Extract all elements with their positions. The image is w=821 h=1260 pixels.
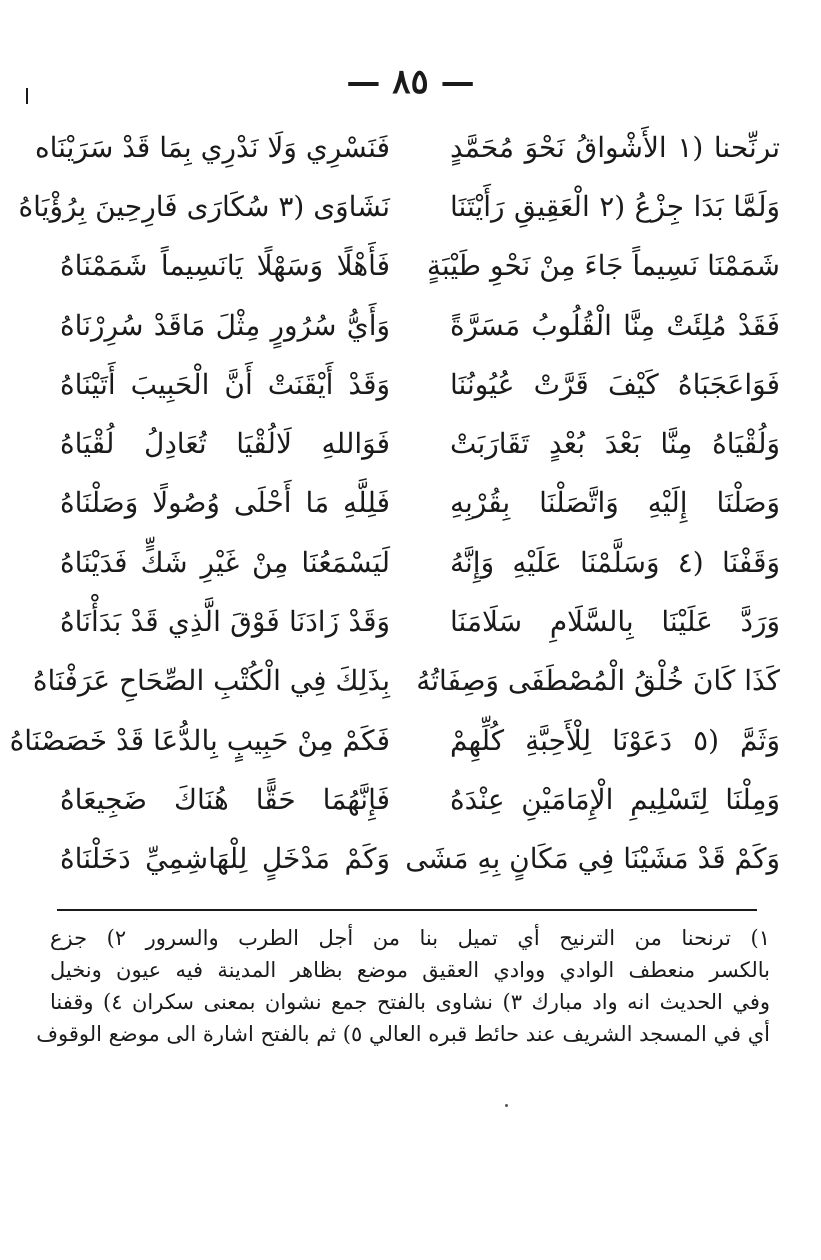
- first-hemistich: فَوَاعَجَبَاهُ كَيْفَ قَرَّتْ عُيُونُنَا: [450, 367, 780, 401]
- footnote-line: بالكسر منعطف الوادي ووادي العقيق موضع بظاهر المدينة فيه عيون ونخيل: [50, 958, 770, 982]
- verse-10: [32, 652, 780, 711]
- footnote-line: وفي الحديث انه واد مبارك ٣) نشاوى بالفتح جمع نشوان بمعنى سكران ٤) وقفنا: [50, 990, 771, 1014]
- second-hemistich: فَأَهْلًا وَسَهْلًا يَانَسِيماً شَمَمْنَاهُ: [60, 249, 390, 283]
- first-hemistich: وَلُقْيَاهُ مِنَّا بَعْدَ بُعْدٍ تَقَارَبَتْ: [450, 427, 780, 461]
- footnote-divider: [57, 909, 757, 911]
- second-hemistich: فَلِلَّهِ مَا أَحْلَى وُصُولًا وَصَلْنَاهُ: [60, 486, 390, 520]
- poem: [9, 118, 781, 889]
- second-hemistich: وَقَدْ أَيْقَنَتْ أَنَّ الْحَبِيبَ أَتَيْنَاهُ: [60, 367, 390, 401]
- first-hemistich: وَصَلْنَا إِلَيْهِ وَاتَّصَلْنَا بِقُرْبِهِ: [450, 486, 780, 520]
- verse-4: [60, 296, 780, 355]
- footnote-line: أي في المسجد الشريف عند حائط قبره العالي ٥) ثم بالفتح اشارة الى موضع الوقوف: [36, 1022, 770, 1046]
- verse-11: [9, 711, 780, 770]
- first-hemistich: وَقَفْنَا (٤ وَسَلَّمْنَا عَلَيْهِ وَإِنَّهُ: [450, 545, 780, 579]
- verse-1: [34, 118, 780, 177]
- first-hemistich: شَمَمْنَا نَسِيماً جَاءَ مِنْ نَحْوِ طَيْبَةٍ: [426, 249, 780, 283]
- first-hemistich: وَمِلْنَا لِتَسْلِيمِ الْإِمَامَيْنِ عِنْدَهُ: [450, 782, 780, 816]
- verse-7: [60, 474, 780, 533]
- paper-speck: [505, 1104, 508, 1107]
- first-hemistich: فَقَدْ مُلِئَتْ مِنَّا الْقُلُوبُ مَسَرَّةً: [450, 308, 780, 342]
- first-hemistich: وَلَمَّا بَدَا جِزْعُ (٢ الْعَقِيقِ رَأَيْتَنَا: [450, 189, 781, 223]
- second-hemistich: فَنَسْرِي وَلَا نَدْرِي بِمَا قَدْ سَرَيْنَاه: [34, 130, 390, 164]
- second-hemistich: وَقَدْ زَادَنَا فَوْقَ الَّذِي قَدْ بَدَأْنَاهُ: [60, 605, 390, 639]
- first-hemistich: ترنِّحنا (١ الأَشْواقُ نَحْوَ مُحَمَّدٍ: [450, 130, 780, 164]
- second-hemistich: فَوَاللهِ لَالُقْيَا تُعَادِلُ لُقْيَاهُ: [60, 427, 390, 461]
- verse-3: [60, 237, 780, 296]
- verse-13: [60, 830, 780, 889]
- second-hemistich: بِذَلِكَ فِي الْكُتْبِ الصِّحَاحِ عَرَفْنَاهُ: [32, 664, 390, 698]
- second-hemistich: فَإِنَّهُمَا حَقًّا هُنَاكَ ضَجِيعَاهُ: [60, 782, 390, 816]
- second-hemistich: لَيَسْمَعُنَا مِنْ غَيْرِ شَكٍّ فَدَيْنَاهُ: [60, 545, 390, 579]
- second-hemistich: وَأَيُّ سُرُورٍ مِثْلَ مَاقَدْ سُرِرْنَاهُ: [60, 308, 390, 342]
- footnote-line: ١) ترنحنا من الترنيح أي تميل بنا من أجل الطرب والسرور ٢) جزع: [50, 926, 770, 950]
- verse-12: [60, 770, 780, 829]
- verse-8: [60, 533, 780, 592]
- first-hemistich: وَرَدَّ عَلَيْنَا بِالسَّلَامِ سَلَامَنَا: [450, 605, 780, 639]
- second-hemistich: نَشَاوَى (٣ سُكَارَى فَارِحِينَ بِرُؤْيَاهُ: [18, 189, 390, 223]
- verse-5: [60, 355, 780, 414]
- second-hemistich: فَكَمْ مِنْ حَبِيبٍ بِالدُّعَا قَدْ خَصَصْنَاهُ: [9, 723, 390, 757]
- first-hemistich: كَذَا كَانَ خُلْقُ الْمُصْطَفَى وَصِفَاتُهُ: [416, 664, 780, 698]
- verse-2: [18, 177, 781, 236]
- second-hemistich: وَكَمْ مَدْخَلٍ لِلْهَاشِمِيِّ دَخَلْنَاهُ: [60, 842, 390, 876]
- page-number: — ٨٥ —: [346, 62, 475, 102]
- first-hemistich: وَثَمَّ (٥ دَعَوْنَا لِلْأَحِبَّةِ كُلِّهِمْ: [450, 723, 780, 757]
- first-hemistich: وَكَمْ قَدْ مَشَيْنَا فِي مَكَانٍ بِهِ مَشَى: [405, 842, 780, 876]
- verse-9: [60, 592, 780, 651]
- footnotes: [36, 922, 771, 1050]
- verse-6: [60, 414, 780, 473]
